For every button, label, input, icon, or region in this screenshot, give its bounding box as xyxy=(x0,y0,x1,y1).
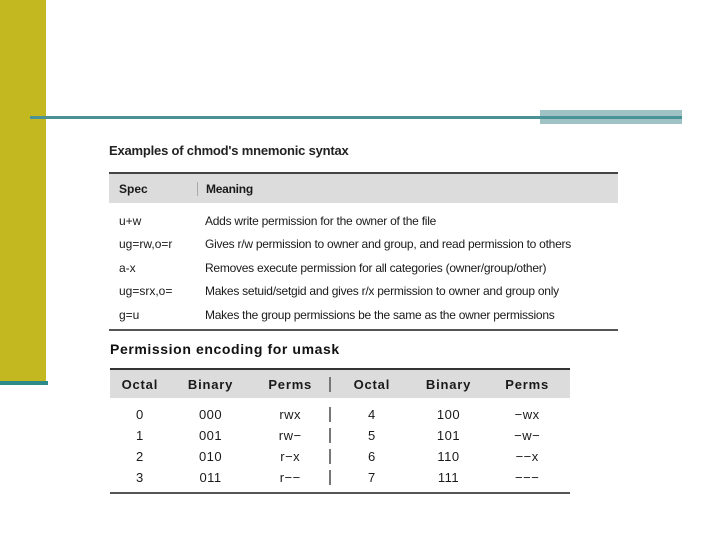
header-binary: Binary xyxy=(425,376,472,392)
perms-cell: −−x xyxy=(515,449,539,464)
chmod-table-body xyxy=(109,205,618,327)
umask-table-header xyxy=(110,370,570,398)
horizontal-rule xyxy=(30,116,682,119)
accent-sidebar-bar xyxy=(0,0,46,383)
octal-cell: 7 xyxy=(329,470,413,485)
binary-cell: 110 xyxy=(437,449,460,464)
umask-table xyxy=(110,368,570,494)
header-octal: Octal xyxy=(121,376,159,392)
octal-cell: 3 xyxy=(136,470,144,485)
perms-cell: rw− xyxy=(278,428,302,443)
spec-cell: u+w xyxy=(119,213,142,228)
binary-cell: 001 xyxy=(198,428,223,443)
table-bottom-rule xyxy=(109,329,618,331)
table-row xyxy=(109,303,618,327)
header-spec: Spec xyxy=(119,181,148,196)
octal-cell: 4 xyxy=(329,407,413,422)
accent-sidebar-edge xyxy=(0,381,48,385)
table-row xyxy=(110,425,570,446)
spec-cell: a-x xyxy=(119,260,136,275)
chmod-table-title: Examples of chmod's mnemonic syntax xyxy=(109,143,349,158)
header-binary: Binary xyxy=(187,376,234,392)
table-row xyxy=(109,209,618,233)
octal-cell: 2 xyxy=(136,449,144,464)
spec-cell: ug=rw,o=r xyxy=(119,237,173,252)
meaning-cell: Makes the group permissions be the same as the owner permissions xyxy=(205,307,555,322)
table-row xyxy=(110,467,570,488)
octal-cell: 1 xyxy=(136,428,144,443)
table-row xyxy=(109,280,618,304)
spec-cell: g=u xyxy=(119,307,140,322)
perms-cell: −w− xyxy=(514,428,541,443)
perms-cell: r−x xyxy=(280,449,301,464)
perms-cell: rwx xyxy=(279,407,302,422)
binary-cell: 000 xyxy=(198,407,223,422)
chmod-table xyxy=(109,172,618,331)
binary-cell: 100 xyxy=(436,407,461,422)
header-perms: Perms xyxy=(268,376,313,392)
perms-cell: r−− xyxy=(279,470,301,485)
meaning-cell: Adds write permission for the owner of the file xyxy=(205,213,437,228)
meaning-cell: Gives r/w permission to owner and group, and read permission to others xyxy=(205,237,572,252)
perms-cell: −−− xyxy=(515,470,540,485)
meaning-cell: Removes execute permission for all categories (owner/group/other) xyxy=(205,260,547,275)
octal-cell: 5 xyxy=(329,428,413,443)
binary-cell: 111 xyxy=(437,470,460,485)
binary-cell: 101 xyxy=(436,428,461,443)
table-bottom-rule xyxy=(110,492,570,494)
umask-table-body xyxy=(110,398,570,492)
binary-cell: 011 xyxy=(199,470,222,485)
table-row xyxy=(110,404,570,425)
perms-cell: −wx xyxy=(514,407,540,422)
binary-cell: 010 xyxy=(198,449,223,464)
table-row xyxy=(109,233,618,257)
table-row xyxy=(110,446,570,467)
header-meaning: Meaning xyxy=(197,182,618,196)
header-perms: Perms xyxy=(505,376,550,392)
chmod-table-header xyxy=(109,172,618,205)
octal-cell: 0 xyxy=(136,407,144,422)
meaning-cell: Makes setuid/setgid and gives r/x permission to owner and group only xyxy=(205,284,559,299)
umask-table-title: Permission encoding for umask xyxy=(110,341,340,357)
table-row xyxy=(109,256,618,280)
spec-cell: ug=srx,o= xyxy=(119,284,173,299)
octal-cell: 6 xyxy=(329,449,413,464)
header-octal: Octal xyxy=(329,377,413,392)
